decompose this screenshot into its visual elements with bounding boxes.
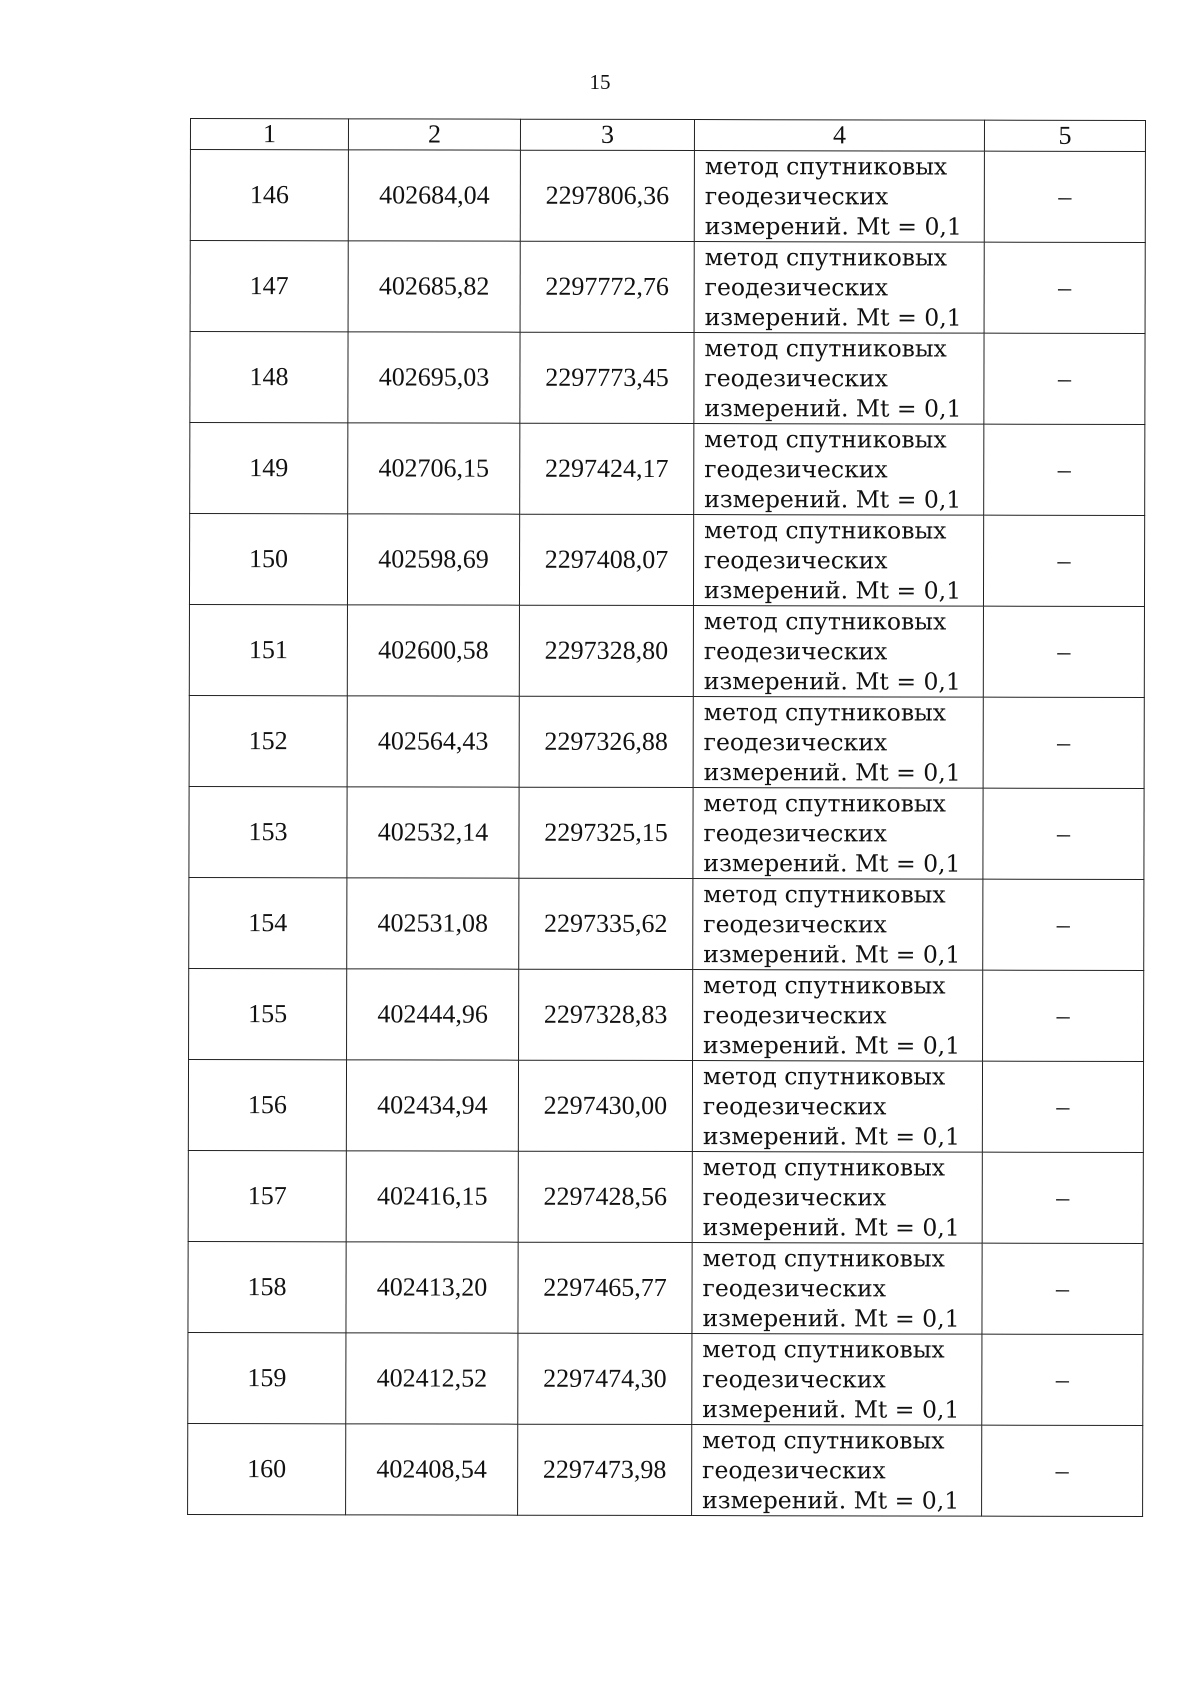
method-cell: [694, 151, 984, 243]
method-line: метод спутниковых: [704, 516, 947, 545]
method-line: геодезических: [702, 1456, 886, 1485]
y-coordinate-cell: 2297772,76: [520, 241, 694, 332]
note-cell: –: [982, 1425, 1143, 1516]
header-col-3: 3: [520, 119, 694, 150]
table-row: [189, 605, 1144, 698]
point-number-cell: 160: [188, 1423, 346, 1514]
method-line: метод спутниковых: [704, 334, 947, 363]
method-cell: [693, 606, 983, 698]
x-coordinate-cell: 402684,04: [348, 150, 520, 241]
table-row: [188, 1332, 1143, 1425]
y-coordinate-cell: 2297408,07: [519, 514, 693, 605]
method-line: метод спутниковых: [704, 243, 948, 272]
note-cell: –: [983, 606, 1144, 697]
point-number-cell: 150: [189, 514, 347, 605]
note-cell: –: [984, 333, 1145, 424]
note-cell: –: [984, 424, 1145, 515]
table-row: [190, 241, 1145, 334]
method-cell: [694, 424, 984, 516]
note-cell: –: [982, 1334, 1143, 1425]
method-line: геодезических: [704, 273, 889, 302]
point-number-cell: 157: [188, 1150, 346, 1241]
point-number-cell: 153: [189, 786, 347, 877]
note-cell: –: [982, 1152, 1143, 1243]
x-coordinate-cell: 402434,94: [346, 1060, 518, 1151]
table-body: [188, 150, 1146, 1517]
x-coordinate-cell: 402532,14: [347, 787, 519, 878]
method-line: измерений. Mt = 0,1: [702, 1122, 960, 1151]
method-cell: [693, 515, 983, 607]
table-row: [189, 968, 1144, 1061]
method-line: геодезических: [703, 637, 888, 666]
note-cell: –: [982, 1061, 1143, 1152]
method-line: измерений. Mt = 0,1: [703, 1031, 961, 1060]
method-line: геодезических: [703, 1001, 887, 1030]
method-line: геодезических: [703, 728, 888, 757]
method-line: измерений. Mt = 0,1: [703, 576, 962, 605]
x-coordinate-cell: 402416,15: [346, 1151, 518, 1242]
x-coordinate-cell: 402695,03: [348, 332, 520, 423]
y-coordinate-cell: 2297328,80: [519, 605, 693, 696]
point-number-cell: 149: [190, 423, 348, 514]
table-header: [190, 119, 1145, 152]
method-line: метод спутниковых: [702, 1426, 945, 1455]
method-line: измерений. Mt = 0,1: [702, 1304, 960, 1333]
method-line: метод спутниковых: [704, 152, 948, 181]
method-cell: [692, 1243, 982, 1335]
method-cell: [692, 1061, 982, 1153]
y-coordinate-cell: 2297773,45: [520, 332, 694, 423]
x-coordinate-cell: 402706,15: [348, 423, 520, 514]
x-coordinate-cell: 402598,69: [347, 514, 519, 605]
point-number-cell: 152: [189, 695, 347, 786]
y-coordinate-cell: 2297326,88: [519, 696, 693, 787]
method-line: метод спутниковых: [702, 1153, 946, 1182]
method-cell: [693, 879, 983, 971]
method-line: геодезических: [703, 910, 887, 939]
y-coordinate-cell: 2297428,56: [518, 1151, 692, 1242]
point-number-cell: 148: [190, 332, 348, 423]
note-cell: –: [984, 242, 1145, 333]
point-number-cell: 146: [190, 150, 348, 241]
header-col-4: 4: [694, 120, 984, 152]
y-coordinate-cell: 2297430,00: [518, 1060, 692, 1151]
note-cell: –: [983, 697, 1144, 788]
table-row: [190, 150, 1145, 243]
table-row: [189, 786, 1144, 879]
table-row: [189, 514, 1144, 607]
method-line: измерений. Mt = 0,1: [704, 303, 962, 332]
note-cell: –: [983, 970, 1144, 1061]
method-line: геодезических: [703, 819, 887, 848]
method-line: метод спутниковых: [703, 607, 947, 636]
header-col-5: 5: [984, 120, 1145, 151]
method-line: геодезических: [704, 182, 889, 211]
method-line: геодезических: [704, 455, 888, 484]
method-line: измерений. Mt = 0,1: [704, 485, 962, 514]
y-coordinate-cell: 2297465,77: [518, 1242, 692, 1333]
table-row: [188, 1241, 1143, 1334]
x-coordinate-cell: 402685,82: [348, 241, 520, 332]
method-cell: [693, 697, 983, 789]
x-coordinate-cell: 402564,43: [347, 696, 519, 787]
method-line: геодезических: [702, 1092, 887, 1121]
method-line: измерений. Mt = 0,1: [704, 212, 962, 241]
point-number-cell: 147: [190, 241, 348, 332]
point-number-cell: 151: [189, 605, 347, 696]
header-col-1: 1: [190, 119, 348, 150]
method-line: геодезических: [704, 546, 888, 575]
method-line: метод спутниковых: [702, 1244, 945, 1273]
table-row: [189, 695, 1144, 788]
table-row: [188, 1059, 1143, 1152]
point-number-cell: 158: [188, 1241, 346, 1332]
header-col-2: 2: [348, 119, 520, 150]
point-number-cell: 155: [189, 968, 347, 1059]
point-number-cell: 156: [188, 1059, 346, 1150]
method-line: измерений. Mt = 0,1: [702, 1486, 960, 1515]
y-coordinate-cell: 2297335,62: [519, 878, 693, 969]
method-line: метод спутниковых: [703, 698, 947, 727]
y-coordinate-cell: 2297328,83: [519, 969, 693, 1060]
method-line: геодезических: [702, 1274, 887, 1303]
method-cell: [694, 242, 984, 334]
method-line: измерений. Mt = 0,1: [702, 1395, 960, 1424]
point-number-cell: 154: [189, 877, 347, 968]
x-coordinate-cell: 402412,52: [346, 1333, 518, 1424]
table-row: [188, 1423, 1143, 1516]
y-coordinate-cell: 2297473,98: [518, 1424, 692, 1515]
method-line: измерений. Mt = 0,1: [704, 394, 962, 423]
method-cell: [693, 788, 983, 880]
method-cell: [694, 333, 984, 425]
method-line: измерений. Mt = 0,1: [702, 1213, 960, 1242]
table-row: [190, 332, 1145, 425]
method-cell: [693, 970, 983, 1062]
table-row: [190, 423, 1145, 516]
method-line: измерений. Mt = 0,1: [703, 849, 961, 878]
coordinates-table: [187, 118, 1146, 1517]
method-cell: [692, 1425, 982, 1517]
point-number-cell: 159: [188, 1332, 346, 1423]
method-line: геодезических: [702, 1365, 886, 1394]
method-line: геодезических: [702, 1183, 887, 1212]
method-cell: [692, 1334, 982, 1426]
x-coordinate-cell: 402408,54: [346, 1424, 518, 1515]
method-line: измерений. Mt = 0,1: [703, 758, 961, 787]
x-coordinate-cell: 402531,08: [347, 878, 519, 969]
x-coordinate-cell: 402444,96: [347, 969, 519, 1060]
method-line: метод спутниковых: [702, 1062, 946, 1091]
x-coordinate-cell: 402413,20: [346, 1242, 518, 1333]
method-line: измерений. Mt = 0,1: [703, 667, 961, 696]
method-line: метод спутниковых: [702, 1335, 945, 1364]
note-cell: –: [983, 788, 1144, 879]
y-coordinate-cell: 2297424,17: [520, 423, 694, 514]
method-line: метод спутниковых: [703, 971, 946, 1000]
method-line: геодезических: [704, 364, 888, 393]
method-line: измерений. Mt = 0,1: [703, 940, 961, 969]
note-cell: –: [982, 1243, 1143, 1334]
y-coordinate-cell: 2297325,15: [519, 787, 693, 878]
method-line: метод спутниковых: [703, 789, 946, 818]
y-coordinate-cell: 2297474,30: [518, 1333, 692, 1424]
note-cell: –: [983, 515, 1144, 606]
method-cell: [692, 1152, 982, 1244]
note-cell: –: [984, 151, 1145, 242]
method-line: метод спутниковых: [704, 425, 947, 454]
page-number: 15: [589, 70, 611, 94]
note-cell: –: [983, 879, 1144, 970]
y-coordinate-cell: 2297806,36: [520, 150, 694, 241]
method-line: метод спутниковых: [703, 880, 946, 909]
table-row: [189, 877, 1144, 970]
x-coordinate-cell: 402600,58: [347, 605, 519, 696]
header-row: [190, 119, 1145, 152]
table-row: [188, 1150, 1143, 1243]
